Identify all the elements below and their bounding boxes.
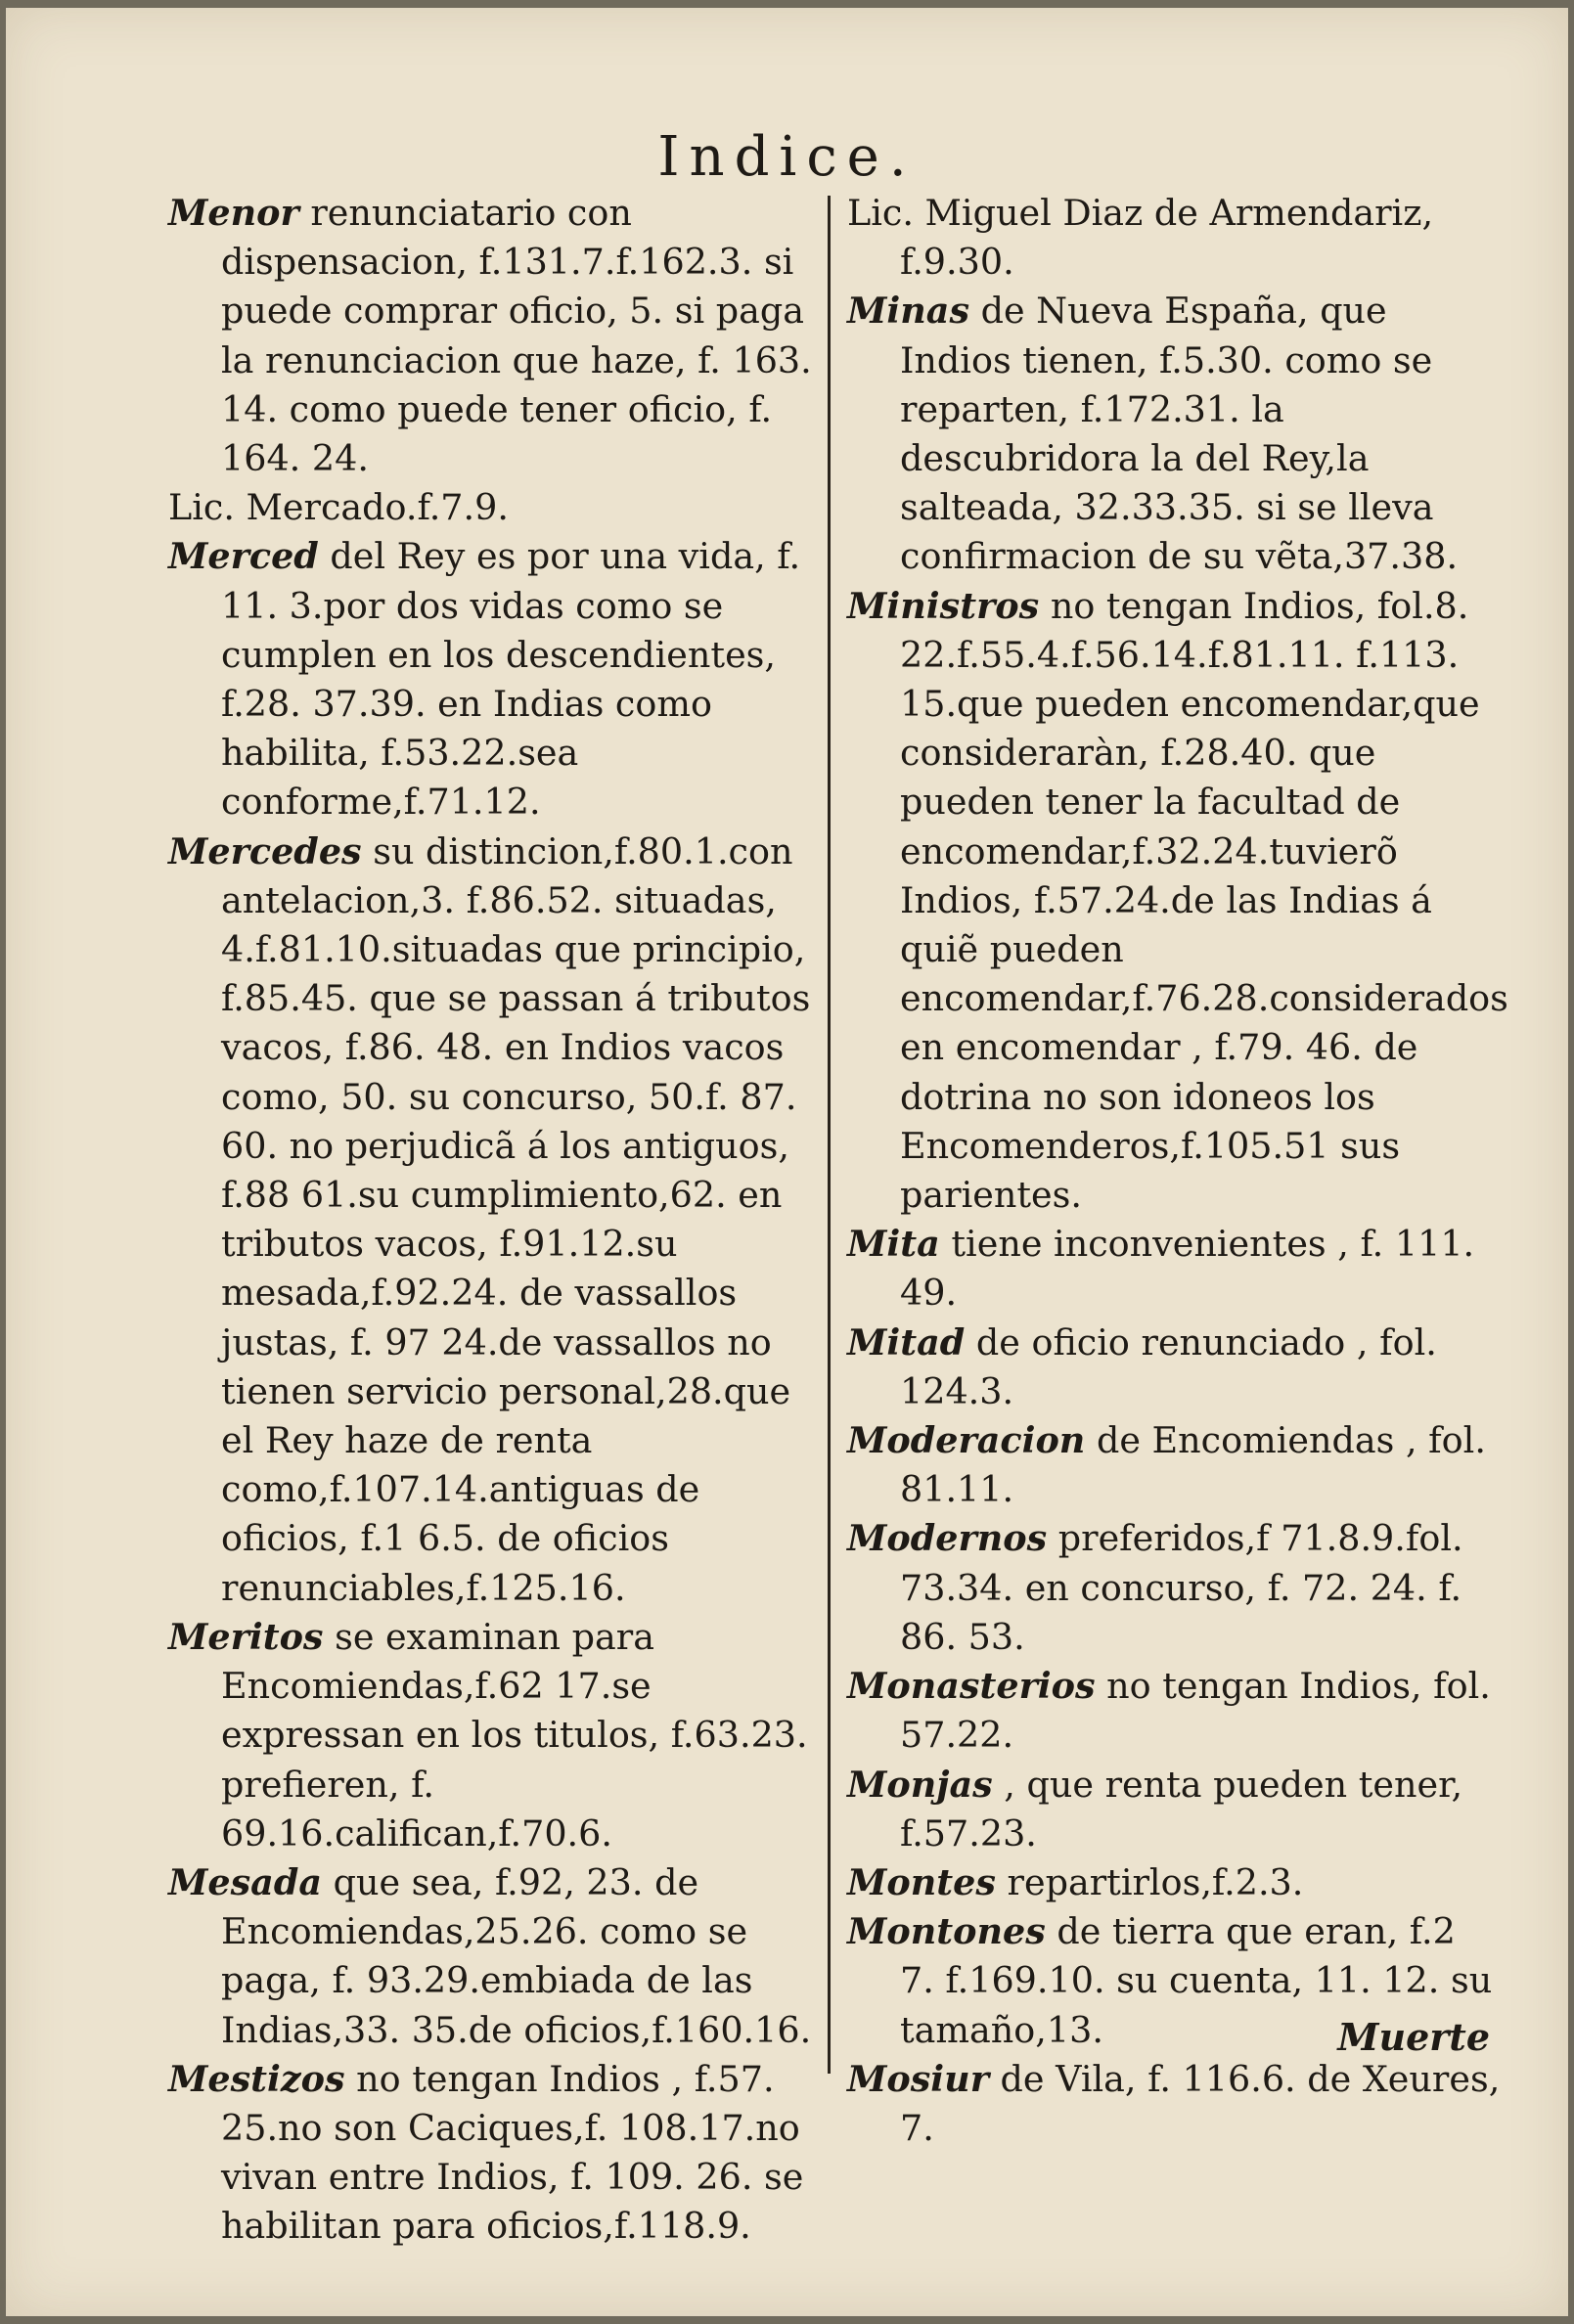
index-entry bbox=[168, 827, 822, 1613]
entry-keyword: Monjas bbox=[847, 1763, 993, 1806]
index-entry bbox=[168, 1858, 822, 2055]
entry-keyword: Minas bbox=[847, 290, 970, 333]
entry-keyword: Mosiur bbox=[847, 2057, 989, 2100]
index-entry bbox=[168, 1613, 822, 1858]
entry-text: se examinan para Encomiendas,f.62 17.se expressan en los titulos, f.63.23. prefieren, f. 69.16.califican,f.70.6. bbox=[221, 1615, 808, 1855]
entry-keyword: Moderacion bbox=[847, 1419, 1086, 1462]
index-entry bbox=[847, 1416, 1501, 1514]
left-column bbox=[168, 189, 822, 2252]
index-entry bbox=[168, 2055, 822, 2252]
entry-keyword: Montones bbox=[847, 1910, 1046, 1953]
entry-text: Lic. Miguel Diaz de Armendariz, f.9.30. bbox=[847, 192, 1434, 284]
index-entry bbox=[168, 483, 822, 532]
page-header: Indice. bbox=[657, 125, 917, 189]
entry-text: de Nueva España, que Indios tienen, f.5.30. como se reparten, f.172.31. la descubridora la del Rey,la salteada, 32.33.35. si se lleva confirmacion de su vẽta,37.38. bbox=[900, 290, 1459, 578]
entry-keyword: Merced bbox=[168, 535, 319, 578]
index-entry bbox=[168, 189, 822, 483]
entry-text: preferidos,f 71.8.9.fol. 73.34. en concurso, f. 72. 24. f. 86. 53. bbox=[900, 1517, 1463, 1658]
entry-text: Lic. Mercado.f.7.9. bbox=[168, 486, 509, 529]
index-entry bbox=[847, 2055, 1501, 2153]
index-entry bbox=[847, 1662, 1501, 1760]
entry-text: tiene inconvenientes , f. 111. 49. bbox=[900, 1223, 1475, 1315]
entry-keyword: Modernos bbox=[847, 1517, 1048, 1560]
entry-text: , que renta pueden tener, f.57.23. bbox=[900, 1763, 1463, 1855]
entry-text: no tengan Indios, fol. 57.22. bbox=[900, 1665, 1491, 1757]
entry-keyword: Monasterios bbox=[847, 1665, 1096, 1708]
index-entry bbox=[847, 1318, 1501, 1416]
entry-text: de tierra que eran, f.2 7. f.169.10. su cuenta, 11. 12. su tamaño,13. bbox=[900, 1910, 1493, 2051]
entry-keyword: Montes bbox=[847, 1860, 996, 1903]
entry-text: de Encomiendas , fol. 81.11. bbox=[900, 1419, 1486, 1511]
entry-keyword: Ministros bbox=[847, 584, 1040, 627]
index-entry bbox=[847, 287, 1501, 581]
entry-keyword: Mita bbox=[847, 1223, 940, 1266]
entry-text: de oficio renunciado , fol. 124.3. bbox=[900, 1320, 1437, 1412]
index-entry bbox=[847, 1858, 1501, 1907]
entry-keyword: Mesada bbox=[168, 1860, 322, 1903]
entry-keyword: Mercedes bbox=[168, 829, 362, 872]
index-entry bbox=[168, 532, 822, 827]
entry-keyword: Menor bbox=[168, 192, 299, 234]
entry-keyword: Mestizos bbox=[168, 2057, 345, 2100]
index-entry bbox=[847, 582, 1508, 1221]
entry-text: del Rey es por una vida, f. 11. 3.por dos vidas como se cumplen en los descendientes, f.28. 37.39. en Indias como habilita, f.53.22.sea conforme,f.71.12. bbox=[221, 535, 801, 824]
entry-text: no tengan Indios, fol.8. 22.f.55.4.f.56.14.f.81.11. f.113. 15.que pueden encomendar,que consideraràn, f.28.40. que pueden tener la facultad de encomendar,f.32.24.tuvierõ Indios, f.57.24.de las Indias á quiẽ pueden encomendar,f.76.28.considerados en encomendar , f.79. 46. de dotrina no son idoneos los Encomenderos,f.105.51 sus parientes. bbox=[900, 584, 1508, 1217]
book-page bbox=[6, 8, 1568, 2316]
index-entry bbox=[847, 189, 1501, 287]
index-entry bbox=[847, 1514, 1501, 1662]
column-divider bbox=[828, 196, 831, 2074]
catchword: Muerte bbox=[1337, 2015, 1490, 2059]
entry-text: no tengan Indios , f.57. 25.no son Caciques,f. 108.17.no vivan entre Indios, f. 109. 26. se habilitan para oficios,f.118.9. bbox=[221, 2057, 804, 2248]
entry-keyword: Meritos bbox=[168, 1615, 324, 1658]
right-column bbox=[847, 189, 1508, 2153]
entry-text: repartirlos,f.2.3. bbox=[995, 1860, 1304, 1903]
index-entry bbox=[847, 1761, 1501, 1858]
entry-text: de Vila, f. 116.6. de Xeures, 7. bbox=[900, 2057, 1501, 2149]
entry-text: que sea, f.92, 23. de Encomiendas,25.26. como se paga, f. 93.29.embiada de las Indias,33. 35.de oficios,f.160.16. bbox=[221, 1860, 812, 2051]
entry-text: renunciatario con dispensacion, f.131.7.f.162.3. si puede comprar oficio, 5. si paga la renunciacion que haze, f. 163. 14. como puede tener oficio, f. 164. 24. bbox=[221, 192, 812, 480]
index-entry bbox=[847, 1220, 1501, 1318]
entry-text: su distincion,f.80.1.con antelacion,3. f.86.52. situadas, 4.f.81.10.situadas que principio, f.85.45. que se passan á tributos vacos, f.86. 48. en Indios vacos como, 50. su concurso, 50.f. 87. 60. no perjudicã á los antiguos, f.88 61.su cumplimiento,62. en tributos vacos, f.91.12.su mesada,f.92.24. de vassallos justas, f. 97 24.de vassallos no tienen servicio personal,28.que el Rey haze de renta como,f.107.14.antiguas de oficios, f.1 6.5. de oficios renunciables,f.125.16. bbox=[221, 829, 811, 1609]
entry-keyword: Mitad bbox=[847, 1320, 966, 1363]
